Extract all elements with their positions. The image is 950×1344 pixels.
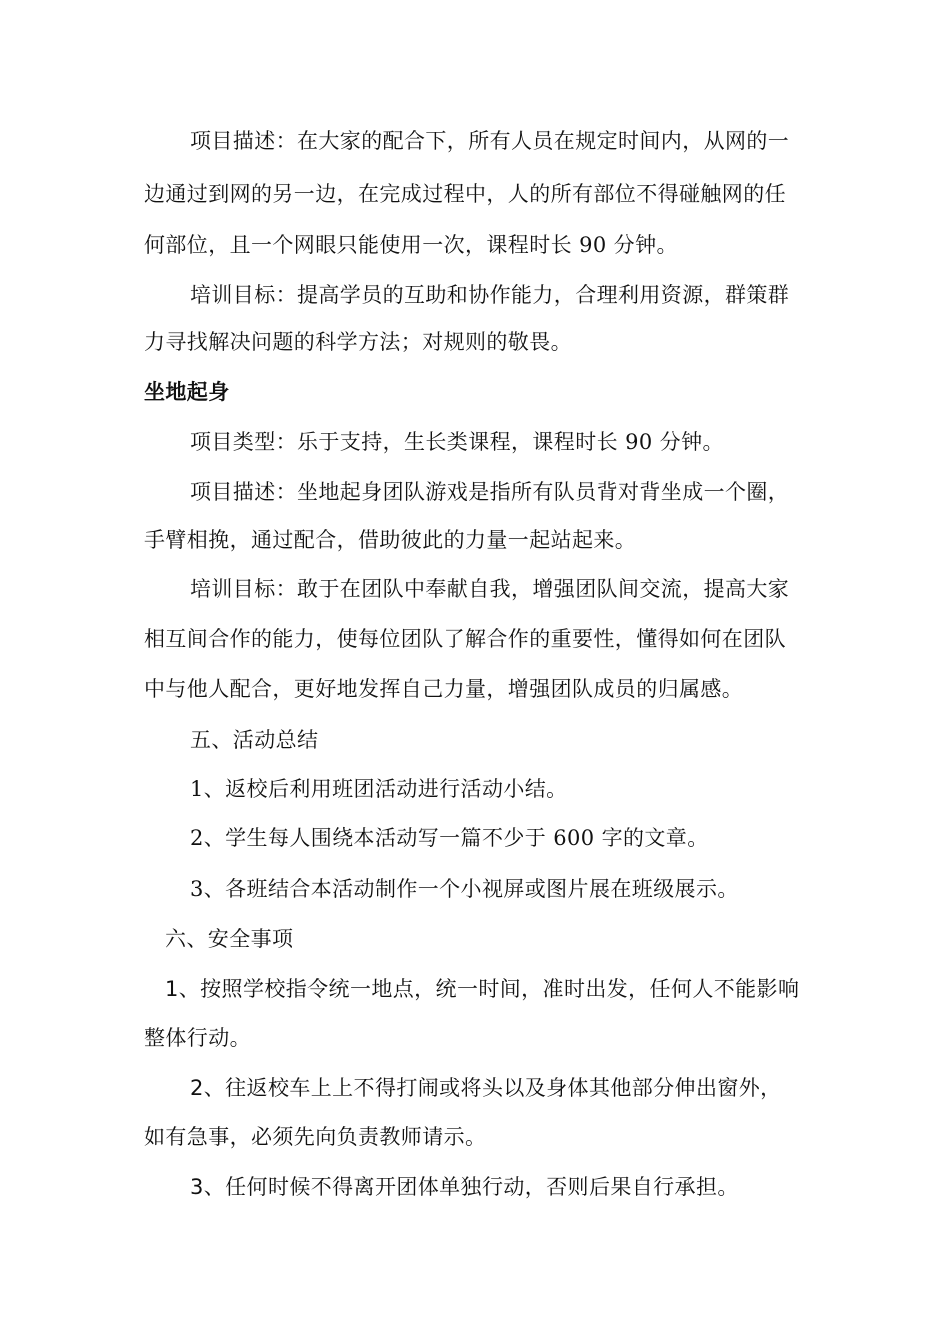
list-item: 1、返校后利用班团活动进行活动小结。 [190,777,568,801]
list-item: 2、往返校车上上不得打闹或将头以及身体其他部分伸出窗外， [190,1076,782,1100]
section-heading: 坐地起身 [144,380,230,404]
section-heading: 六、安全事项 [165,927,294,951]
list-item: 3、各班结合本活动制作一个小视屏或图片展在班级展示。 [190,877,739,901]
list-item: 2、学生每人围绕本活动写一篇不少于 600 字的文章。 [190,826,709,850]
list-item-continuation: 如有急事，必须先向负责教师请示。 [144,1125,487,1149]
paragraph-line: 相互间合作的能力，使每位团队了解合作的重要性，懂得如何在团队 [144,627,786,651]
paragraph-line: 项目类型：乐于支持，生长类课程，课程时长 90 分钟。 [190,430,724,454]
paragraph-line: 何部位，且一个网眼只能使用一次，课程时长 90 分钟。 [144,233,678,257]
paragraph-line: 培训目标：敢于在团队中奉献自我，增强团队间交流，提高大家 [190,577,790,601]
list-item: 3、任何时候不得离开团体单独行动，否则后果自行承担。 [190,1175,739,1199]
paragraph-line: 手臂相挽，通过配合，借助彼此的力量一起站起来。 [144,528,637,552]
paragraph-line: 力寻找解决问题的科学方法；对规则的敬畏。 [144,330,572,354]
list-item-continuation: 整体行动。 [144,1026,251,1050]
paragraph-line: 边通过到网的另一边，在完成过程中，人的所有部位不得碰触网的任 [144,182,786,206]
paragraph-line: 项目描述：坐地起身团队游戏是指所有队员背对背坐成一个圈， [190,480,790,504]
paragraph-line: 项目描述：在大家的配合下，所有人员在规定时间内，从网的一 [190,129,790,153]
paragraph-line: 培训目标：提高学员的互助和协作能力，合理利用资源，群策群 [190,283,790,307]
paragraph-line: 中与他人配合，更好地发挥自己力量，增强团队成员的归属感。 [144,677,744,701]
section-heading: 五、活动总结 [190,728,319,752]
list-item: 1、按照学校指令统一地点，统一时间，准时出发，任何人不能影响 [165,977,800,1001]
